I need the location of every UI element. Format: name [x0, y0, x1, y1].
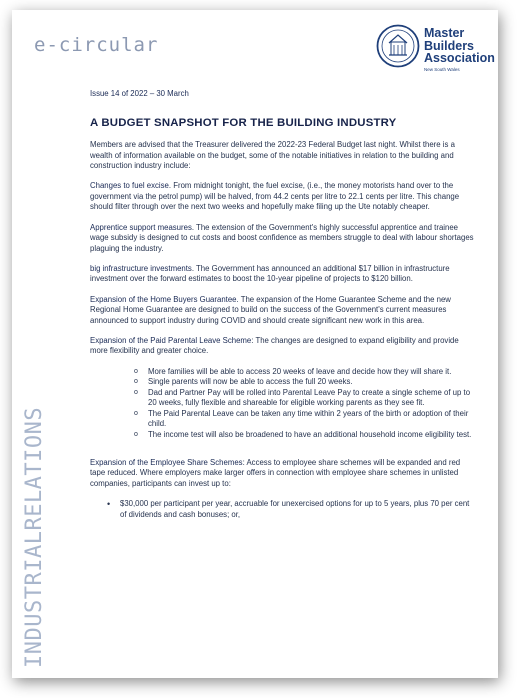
logo-wordmark: Master Builders Association [424, 26, 495, 65]
parental-leave-heading: Expansion of the Paid Parental Leave Scheme [90, 335, 252, 345]
fuel-heading: Changes to fuel excise [90, 181, 169, 191]
building-seal-icon [376, 24, 420, 68]
infrastructure-paragraph: big infrastructure investments. The Government has announced an additional $17 billion in infrastructure investment over the forward estimates to boost the 10-year pipeline of projects to $120 billion. [90, 263, 450, 284]
home-guarantee-heading: Expansion of the Home Buyers Guarantee [90, 294, 237, 304]
article-body [90, 140, 476, 520]
page-title: A BUDGET SNAPSHOT FOR THE BUILDING INDUSTRY [90, 117, 397, 129]
infrastructure-heading: big infrastructure investments [90, 263, 192, 273]
list-item: o Single parents will now be able to access the full 20 weeks. [148, 377, 476, 388]
list-item: o The income test will also be broadened to have an additional household income eligibility test. [148, 430, 476, 441]
share-scheme-list [90, 499, 476, 520]
document-page [12, 10, 498, 678]
list-item: o Dad and Partner Pay will be rolled into Parental Leave Pay to create a single scheme of up to 20 weeks, fully flexible and shareable for eligible working parents as they see fit. [148, 388, 476, 409]
fuel-paragraph: Changes to fuel excise. From midnight tonight, the fuel excise, (i.e., the money motorists hand over to the government via the petrol pump) will be halved, from 44.2 cents per litre to 22.1 cents per litre. This change should filter through over the next two weeks and hopefully make filing up the Ute notably cheaper. [90, 181, 460, 212]
list-item: o More families will be able to access 20 weeks of leave and decide how they will share it. [148, 367, 476, 378]
parental-leave-list [90, 367, 476, 441]
share-scheme-paragraph: Expansion of the Employee Share Schemes: Access to employee share schemes will be expanded and red tape reduced. Where employers make larger offers in connection with employee share schemes in unlisted companies, participants can invest up to: [90, 457, 461, 488]
apprentice-heading: Apprentice support measures [90, 222, 192, 232]
intro-paragraph: Members are advised that the Treasurer delivered the 2022-23 Federal Budget last night. Whilst there is a wealth of information available on the budget, some of the notable initiatives in relation to the building and construction industry include: [90, 140, 455, 171]
masthead-title: e-circular [34, 34, 159, 56]
parental-leave-paragraph: Expansion of the Paid Parental Leave Scheme: The changes are designed to expand eligibility and provide more flexibility and greater choice. [90, 335, 459, 356]
share-scheme-heading: Expansion of the Employee Share Schemes [90, 457, 243, 467]
issue-line: Issue 14 of 2022 – 30 March [90, 89, 189, 98]
home-guarantee-paragraph: Expansion of the Home Buyers Guarantee. The expansion of the Home Guarantee Scheme and the new Regional Home Guarantee are designed to build on the success of the Government's current measures announced to support industry during COVID and should create significant new work in this area. [90, 294, 451, 325]
industrial-relations-sidebar: INDUSTRIALRELATIONS [22, 406, 47, 668]
apprentice-paragraph: Apprentice support measures. The extension of the Government's highly successful apprentice and trainee wage subsidy is designed to cut costs and boost confidence as members struggle to deal with labour shortages plaguing the industry. [90, 222, 474, 253]
list-item: • $30,000 per participant per year, accruable for unexercised options for up to 5 years, plus 70 per cent of dividends and cash bonuses; or, [120, 499, 476, 520]
list-item: o The Paid Parental Leave can be taken any time within 2 years of the birth or adoption of their child. [148, 409, 476, 430]
master-builders-logo [376, 24, 494, 74]
logo-tagline: New South Wales [424, 67, 460, 72]
